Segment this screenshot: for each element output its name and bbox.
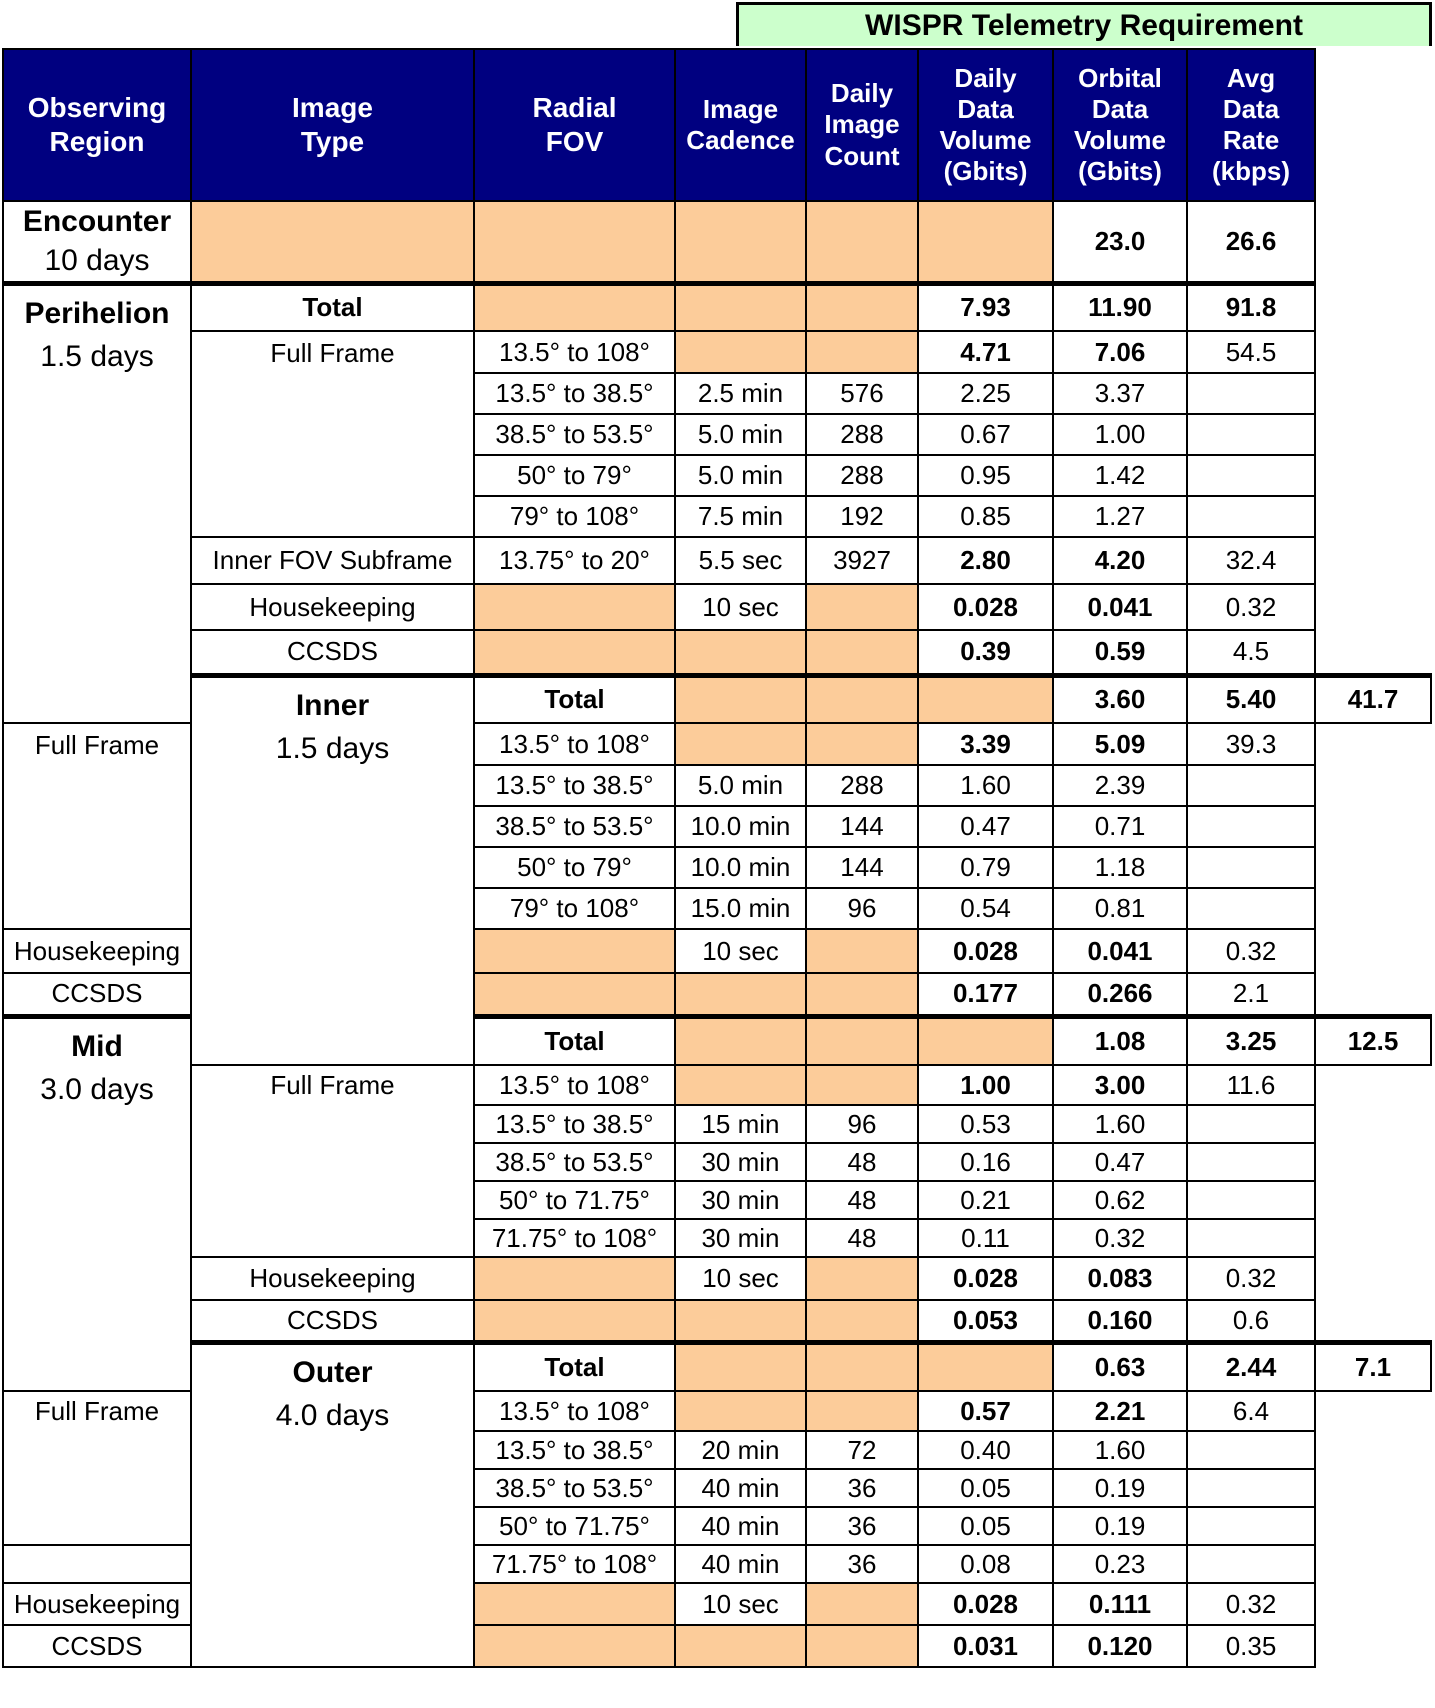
daily-cell: 0.028 bbox=[918, 929, 1053, 973]
fov-cell: 50° to 79° bbox=[474, 455, 675, 496]
orbital-cell: 0.59 bbox=[1053, 630, 1187, 675]
empty-cell bbox=[806, 1065, 918, 1105]
daily-cell: 0.57 bbox=[918, 1391, 1053, 1431]
empty-cell bbox=[806, 1016, 918, 1065]
rate-cell: 12.5 bbox=[1315, 1016, 1431, 1065]
orbital-cell: 5.09 bbox=[1053, 723, 1187, 765]
daily-cell: 0.08 bbox=[918, 1545, 1053, 1583]
mid-ccsds-row bbox=[3, 1300, 1431, 1342]
rate-cell: 0.32 bbox=[1187, 1583, 1315, 1625]
type-cell: Housekeeping bbox=[3, 929, 191, 973]
fov-cell: 79° to 108° bbox=[474, 888, 675, 929]
cadence-cell: 20 min bbox=[675, 1431, 806, 1469]
empty-cell bbox=[675, 201, 806, 283]
header-row bbox=[3, 49, 1431, 201]
cadence-cell: 30 min bbox=[675, 1219, 806, 1257]
orbital-cell: 0.19 bbox=[1053, 1469, 1187, 1507]
empty-cell bbox=[474, 630, 675, 675]
header-radial-fov: Radial FOV bbox=[474, 49, 675, 201]
rate-cell: 6.4 bbox=[1187, 1391, 1315, 1431]
orbital-cell: 2.21 bbox=[1053, 1391, 1187, 1431]
type-cell: Total bbox=[474, 675, 675, 723]
fov-cell: 13.5° to 38.5° bbox=[474, 765, 675, 806]
rate-cell bbox=[1187, 1469, 1315, 1507]
empty-cell bbox=[191, 201, 474, 283]
rate-cell: 7.1 bbox=[1315, 1342, 1431, 1391]
empty-cell bbox=[806, 331, 918, 373]
count-cell: 72 bbox=[806, 1431, 918, 1469]
region-inner: Inner 1.5 days bbox=[191, 675, 474, 1065]
daily-cell: 0.40 bbox=[918, 1431, 1053, 1469]
perihelion-housekeeping-row bbox=[3, 584, 1431, 630]
empty-cell bbox=[806, 723, 918, 765]
fov-cell: 50° to 71.75° bbox=[474, 1181, 675, 1219]
type-cell: Inner FOV Subframe bbox=[191, 537, 474, 584]
empty-cell bbox=[806, 1583, 918, 1625]
telemetry-table bbox=[2, 48, 1432, 1668]
daily-cell: 7.93 bbox=[918, 283, 1053, 331]
fov-cell: 13.5° to 108° bbox=[474, 1391, 675, 1431]
fov-cell: 71.75° to 108° bbox=[474, 1219, 675, 1257]
orbital-cell: 7.06 bbox=[1053, 331, 1187, 373]
fov-cell: 50° to 71.75° bbox=[474, 1507, 675, 1545]
fov-cell: 38.5° to 53.5° bbox=[474, 1469, 675, 1507]
rate-cell: 11.6 bbox=[1187, 1065, 1315, 1105]
empty-cell bbox=[806, 929, 918, 973]
empty-cell bbox=[806, 630, 918, 675]
daily-cell: 0.21 bbox=[918, 1181, 1053, 1219]
empty-cell bbox=[675, 1065, 806, 1105]
rate-cell: 0.32 bbox=[1187, 584, 1315, 630]
orbital-cell: 0.23 bbox=[1053, 1545, 1187, 1583]
daily-cell: 0.16 bbox=[918, 1143, 1053, 1181]
daily-cell: 0.39 bbox=[918, 630, 1053, 675]
type-cell: Full Frame bbox=[3, 1391, 191, 1545]
count-cell: 36 bbox=[806, 1469, 918, 1507]
cadence-cell: 5.0 min bbox=[675, 455, 806, 496]
empty-cell bbox=[675, 973, 806, 1016]
fov-cell: 38.5° to 53.5° bbox=[474, 806, 675, 847]
rate-cell bbox=[1187, 765, 1315, 806]
type-cell: Total bbox=[191, 283, 474, 331]
daily-cell: 0.47 bbox=[918, 806, 1053, 847]
fov-cell: 79° to 108° bbox=[474, 496, 675, 537]
empty-cell bbox=[675, 1391, 806, 1431]
cadence-cell: 10.0 min bbox=[675, 847, 806, 888]
rate-cell bbox=[1187, 1105, 1315, 1143]
count-cell: 3927 bbox=[806, 537, 918, 584]
orbital-cell: 3.25 bbox=[1187, 1016, 1315, 1065]
daily-cell: 0.79 bbox=[918, 847, 1053, 888]
count-cell: 288 bbox=[806, 455, 918, 496]
outer-total-row bbox=[3, 1342, 1431, 1391]
empty-cell bbox=[806, 1300, 918, 1342]
region-encounter: Encounter 10 days bbox=[3, 201, 191, 283]
count-cell: 288 bbox=[806, 414, 918, 455]
header-image-type: Image Type bbox=[191, 49, 474, 201]
fov-cell: 13.5° to 38.5° bbox=[474, 1105, 675, 1143]
empty-cell bbox=[675, 1300, 806, 1342]
rate-cell bbox=[1187, 373, 1315, 414]
empty-cell bbox=[675, 1625, 806, 1667]
rate-cell: 0.32 bbox=[1187, 929, 1315, 973]
type-cell: Total bbox=[474, 1016, 675, 1065]
count-cell: 192 bbox=[806, 496, 918, 537]
type-cell: Housekeeping bbox=[3, 1583, 191, 1625]
fov-cell: 38.5° to 53.5° bbox=[474, 414, 675, 455]
count-cell: 36 bbox=[806, 1545, 918, 1583]
rate-cell bbox=[1187, 806, 1315, 847]
rate-cell: 2.1 bbox=[1187, 973, 1315, 1016]
rate-cell: 91.8 bbox=[1187, 283, 1315, 331]
orbital-cell: 5.40 bbox=[1187, 675, 1315, 723]
orbital-cell: 2.39 bbox=[1053, 765, 1187, 806]
empty-cell bbox=[675, 283, 806, 331]
cadence-cell: 5.5 sec bbox=[675, 537, 806, 584]
orbital-cell: 2.44 bbox=[1187, 1342, 1315, 1391]
count-cell: 48 bbox=[806, 1143, 918, 1181]
count-cell: 36 bbox=[806, 1507, 918, 1545]
perihelion-total-row bbox=[3, 283, 1431, 331]
orbital-cell: 0.083 bbox=[1053, 1257, 1187, 1300]
orbital-cell: 0.120 bbox=[1053, 1625, 1187, 1667]
perihelion-ccsds-row bbox=[3, 630, 1431, 675]
orbital-cell: 0.32 bbox=[1053, 1219, 1187, 1257]
daily-cell: 0.63 bbox=[1053, 1342, 1187, 1391]
cadence-cell: 30 min bbox=[675, 1181, 806, 1219]
rate-cell bbox=[1187, 1143, 1315, 1181]
daily-cell: 0.05 bbox=[918, 1469, 1053, 1507]
region-mid: Mid 3.0 days bbox=[3, 1016, 191, 1391]
orbital-cell: 1.27 bbox=[1053, 496, 1187, 537]
rate-cell: 26.6 bbox=[1187, 201, 1315, 283]
orbital-cell: 0.041 bbox=[1053, 929, 1187, 973]
daily-cell: 1.60 bbox=[918, 765, 1053, 806]
type-cell: Full Frame bbox=[191, 331, 474, 537]
empty-cell bbox=[918, 675, 1053, 723]
daily-cell: 1.00 bbox=[918, 1065, 1053, 1105]
orbital-cell: 1.00 bbox=[1053, 414, 1187, 455]
count-cell: 96 bbox=[806, 1105, 918, 1143]
cadence-cell: 5.0 min bbox=[675, 765, 806, 806]
empty-cell bbox=[918, 1342, 1053, 1391]
rate-cell bbox=[1187, 455, 1315, 496]
orbital-cell: 0.47 bbox=[1053, 1143, 1187, 1181]
rate-cell bbox=[1187, 1545, 1315, 1583]
daily-cell: 0.11 bbox=[918, 1219, 1053, 1257]
cadence-cell: 40 min bbox=[675, 1469, 806, 1507]
header-daily-data-volume: Daily Data Volume (Gbits) bbox=[918, 49, 1053, 201]
daily-cell: 0.67 bbox=[918, 414, 1053, 455]
cadence-cell: 40 min bbox=[675, 1545, 806, 1583]
rate-cell: 4.5 bbox=[1187, 630, 1315, 675]
type-cell: Full Frame bbox=[3, 723, 191, 929]
cadence-cell: 2.5 min bbox=[675, 373, 806, 414]
fov-cell: 13.5° to 38.5° bbox=[474, 1431, 675, 1469]
header-observing-region: Observing Region bbox=[3, 49, 191, 201]
empty-cell bbox=[474, 1300, 675, 1342]
fov-cell: 50° to 79° bbox=[474, 847, 675, 888]
type-cell: CCSDS bbox=[191, 1300, 474, 1342]
count-cell: 144 bbox=[806, 806, 918, 847]
empty-cell bbox=[474, 1257, 675, 1300]
empty-cell bbox=[474, 584, 675, 630]
type-cell: Total bbox=[474, 1342, 675, 1391]
type-cell bbox=[3, 1545, 191, 1583]
type-cell: CCSDS bbox=[191, 630, 474, 675]
orbital-cell: 4.20 bbox=[1053, 537, 1187, 584]
fov-cell: 13.5° to 108° bbox=[474, 331, 675, 373]
rate-cell: 0.6 bbox=[1187, 1300, 1315, 1342]
mid-housekeeping-row bbox=[3, 1257, 1431, 1300]
empty-cell bbox=[675, 331, 806, 373]
orbital-cell: 3.37 bbox=[1053, 373, 1187, 414]
daily-cell: 0.028 bbox=[918, 584, 1053, 630]
orbital-cell: 0.81 bbox=[1053, 888, 1187, 929]
empty-cell bbox=[675, 630, 806, 675]
daily-cell: 0.031 bbox=[918, 1625, 1053, 1667]
empty-cell bbox=[675, 1342, 806, 1391]
orbital-cell: 0.71 bbox=[1053, 806, 1187, 847]
daily-cell: 3.60 bbox=[1053, 675, 1187, 723]
header-daily-image-count: Daily Image Count bbox=[806, 49, 918, 201]
count-cell: 288 bbox=[806, 765, 918, 806]
daily-cell: 0.53 bbox=[918, 1105, 1053, 1143]
daily-cell: 0.05 bbox=[918, 1507, 1053, 1545]
cadence-cell: 10 sec bbox=[675, 929, 806, 973]
rate-cell bbox=[1187, 414, 1315, 455]
cadence-cell: 40 min bbox=[675, 1507, 806, 1545]
mid-fullframe-row bbox=[3, 1065, 1431, 1105]
rate-cell: 39.3 bbox=[1187, 723, 1315, 765]
empty-cell bbox=[918, 1016, 1053, 1065]
empty-cell bbox=[474, 1625, 675, 1667]
rate-cell bbox=[1187, 496, 1315, 537]
daily-cell: 0.028 bbox=[918, 1583, 1053, 1625]
orbital-cell: 0.160 bbox=[1053, 1300, 1187, 1342]
count-cell: 48 bbox=[806, 1219, 918, 1257]
empty-cell bbox=[675, 723, 806, 765]
header-avg-data-rate: Avg Data Rate (kbps) bbox=[1187, 49, 1315, 201]
daily-cell: 0.177 bbox=[918, 973, 1053, 1016]
cadence-cell: 10 sec bbox=[675, 1583, 806, 1625]
type-cell: Housekeeping bbox=[191, 584, 474, 630]
cadence-cell: 7.5 min bbox=[675, 496, 806, 537]
fov-cell: 38.5° to 53.5° bbox=[474, 1143, 675, 1181]
region-perihelion: Perihelion 1.5 days bbox=[3, 283, 191, 723]
count-cell: 48 bbox=[806, 1181, 918, 1219]
inner-total-row bbox=[3, 675, 1431, 723]
perihelion-inner-subframe-row bbox=[3, 537, 1431, 584]
daily-cell: 1.08 bbox=[1053, 1016, 1187, 1065]
orbital-cell: 0.041 bbox=[1053, 584, 1187, 630]
header-image-cadence: Image Cadence bbox=[675, 49, 806, 201]
empty-cell bbox=[474, 973, 675, 1016]
rate-cell: 54.5 bbox=[1187, 331, 1315, 373]
rate-cell bbox=[1187, 1507, 1315, 1545]
count-cell: 96 bbox=[806, 888, 918, 929]
orbital-cell: 3.00 bbox=[1053, 1065, 1187, 1105]
daily-cell: 4.71 bbox=[918, 331, 1053, 373]
empty-cell bbox=[474, 1583, 675, 1625]
rate-cell: 0.35 bbox=[1187, 1625, 1315, 1667]
daily-cell: 3.39 bbox=[918, 723, 1053, 765]
empty-cell bbox=[806, 1391, 918, 1431]
type-cell: Full Frame bbox=[191, 1065, 474, 1257]
orbital-cell: 1.18 bbox=[1053, 847, 1187, 888]
empty-cell bbox=[474, 929, 675, 973]
cadence-cell: 5.0 min bbox=[675, 414, 806, 455]
empty-cell bbox=[474, 283, 675, 331]
orbital-cell: 11.90 bbox=[1053, 283, 1187, 331]
empty-cell bbox=[806, 675, 918, 723]
rate-cell: 41.7 bbox=[1315, 675, 1431, 723]
header-orbital-data-volume: Orbital Data Volume (Gbits) bbox=[1053, 49, 1187, 201]
cadence-cell: 15 min bbox=[675, 1105, 806, 1143]
rate-cell bbox=[1187, 888, 1315, 929]
empty-cell bbox=[806, 584, 918, 630]
fov-cell: 13.5° to 38.5° bbox=[474, 373, 675, 414]
rate-cell: 32.4 bbox=[1187, 537, 1315, 584]
empty-cell bbox=[675, 1016, 806, 1065]
empty-cell bbox=[806, 1625, 918, 1667]
empty-cell bbox=[474, 201, 675, 283]
empty-cell bbox=[806, 973, 918, 1016]
rate-cell bbox=[1187, 1181, 1315, 1219]
daily-cell: 2.80 bbox=[918, 537, 1053, 584]
encounter-row bbox=[3, 201, 1431, 283]
rate-cell: 0.32 bbox=[1187, 1257, 1315, 1300]
daily-cell: 0.54 bbox=[918, 888, 1053, 929]
daily-cell: 0.053 bbox=[918, 1300, 1053, 1342]
empty-cell bbox=[918, 201, 1053, 283]
empty-cell bbox=[806, 283, 918, 331]
cadence-cell: 10 sec bbox=[675, 1257, 806, 1300]
rate-cell bbox=[1187, 847, 1315, 888]
daily-cell: 0.85 bbox=[918, 496, 1053, 537]
cadence-cell: 10.0 min bbox=[675, 806, 806, 847]
count-cell: 576 bbox=[806, 373, 918, 414]
perihelion-fullframe-row bbox=[3, 331, 1431, 373]
empty-cell bbox=[806, 1257, 918, 1300]
orbital-cell: 0.266 bbox=[1053, 973, 1187, 1016]
daily-cell: 0.028 bbox=[918, 1257, 1053, 1300]
orbital-cell: 0.19 bbox=[1053, 1507, 1187, 1545]
orbital-cell: 0.62 bbox=[1053, 1181, 1187, 1219]
empty-cell bbox=[675, 675, 806, 723]
daily-cell: 2.25 bbox=[918, 373, 1053, 414]
empty-cell bbox=[806, 201, 918, 283]
fov-cell: 13.5° to 108° bbox=[474, 723, 675, 765]
count-cell: 144 bbox=[806, 847, 918, 888]
fov-cell: 71.75° to 108° bbox=[474, 1545, 675, 1583]
region-outer: Outer 4.0 days bbox=[191, 1342, 474, 1667]
rate-cell bbox=[1187, 1431, 1315, 1469]
fov-cell: 13.5° to 108° bbox=[474, 1065, 675, 1105]
cadence-cell: 10 sec bbox=[675, 584, 806, 630]
orbital-cell: 23.0 bbox=[1053, 201, 1187, 283]
orbital-cell: 1.60 bbox=[1053, 1431, 1187, 1469]
type-cell: CCSDS bbox=[3, 973, 191, 1016]
fov-cell: 13.75° to 20° bbox=[474, 537, 675, 584]
orbital-cell: 1.60 bbox=[1053, 1105, 1187, 1143]
daily-cell: 0.95 bbox=[918, 455, 1053, 496]
orbital-cell: 0.111 bbox=[1053, 1583, 1187, 1625]
cadence-cell: 30 min bbox=[675, 1143, 806, 1181]
type-cell: CCSDS bbox=[3, 1625, 191, 1667]
empty-cell bbox=[806, 1342, 918, 1391]
table-caption: WISPR Telemetry Requirement bbox=[736, 2, 1432, 46]
orbital-cell: 1.42 bbox=[1053, 455, 1187, 496]
type-cell: Housekeeping bbox=[191, 1257, 474, 1300]
rate-cell bbox=[1187, 1219, 1315, 1257]
cadence-cell: 15.0 min bbox=[675, 888, 806, 929]
